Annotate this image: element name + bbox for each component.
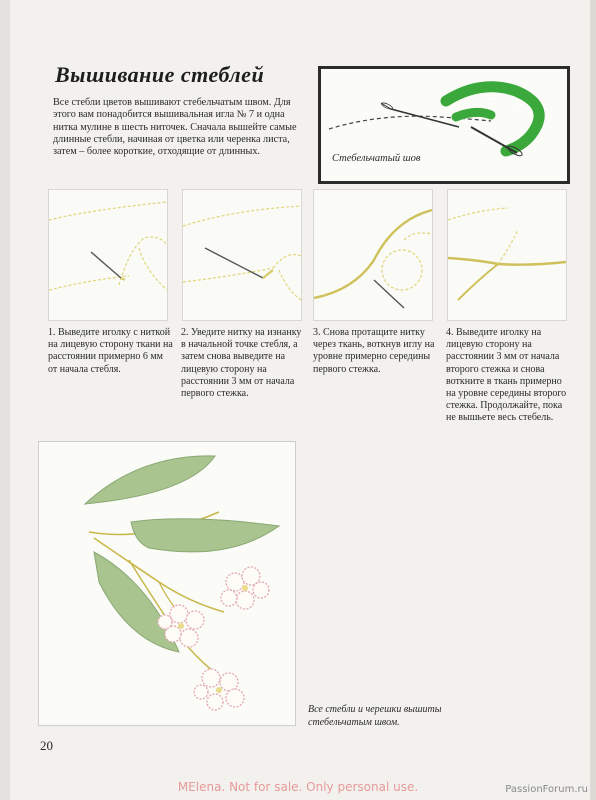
site-label: PassionForum.ru xyxy=(505,784,588,795)
finished-caption: Все стебли и черешки вышиты стебельчатым швом. xyxy=(308,704,442,728)
step-2-photo xyxy=(183,190,301,320)
page-edge xyxy=(0,0,10,800)
step-1-photo xyxy=(49,190,167,320)
page-number: 20 xyxy=(40,738,53,753)
page-spine xyxy=(590,0,596,800)
finished-embroidery-photo xyxy=(39,442,295,725)
page-title: Вышивание стеблей xyxy=(55,62,265,87)
watermark-text: MElena. Not for sale. Only personal use. xyxy=(177,780,419,794)
step-2-text: 2. Уведите нитку на изнанку в начальной точке стебля, а затем снова выведите на лицевую сторону на расстоянии 3 мм от начала первого стежка. xyxy=(181,327,302,400)
intro-paragraph: Все стебли цветов вышивают стебельчатым швом. Для этого вам понадобится вышивальная игла № 7 и одна нитка мулине в шесть ниточек. Сначала вышейте самые длинные стебли, начиная от цветка или черенка листа, затем – более короткие, отходящие от длинных. xyxy=(53,97,297,158)
step-1-text: 1. Выведите иголку с ниткой на лицевую сторону ткани на расстоянии примерно 6 мм от начала стебля. xyxy=(48,327,173,375)
step-3-text: 3. Снова протащите нитку через ткань, воткнув иглу на уровне примерно середины первого стежка. xyxy=(313,327,435,375)
stem-stitch-illustration xyxy=(321,69,567,181)
step-3-photo xyxy=(314,190,432,320)
step-4-photo xyxy=(448,190,566,320)
stitch-diagram xyxy=(318,66,570,184)
stitch-caption: Стебельчатый шов xyxy=(332,153,421,164)
step-4-text: 4. Выведите иголку на лицевую сторону на расстоянии 3 мм от начала второго стежка и снова воткните в ткань примерно на уровне середины второго стежка. Продолжайте, пока не вышьете весь стебель. xyxy=(446,327,567,424)
